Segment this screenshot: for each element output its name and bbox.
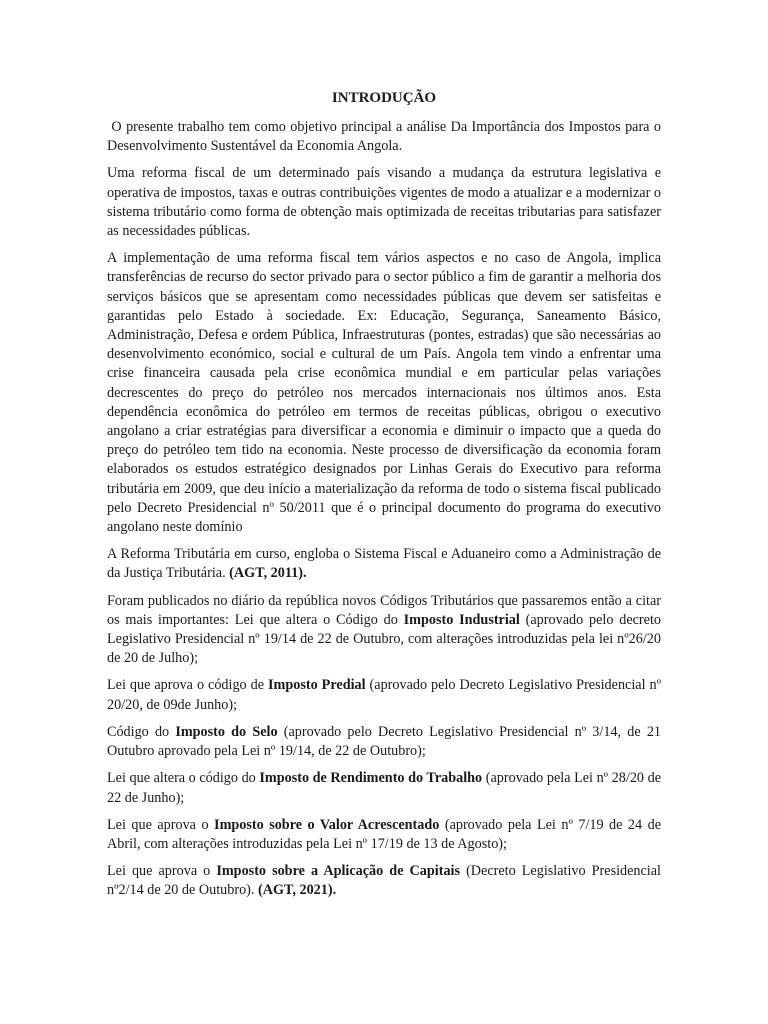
paragraph-text: Lei que aprova o código de <box>107 677 269 694</box>
paragraph-text: (aprovado pela Lei nº 7/19 de 24 de Abril, com alterações introduzidas pela Lei nº 17/19 de 13 de Agosto); <box>107 816 661 852</box>
paragraph-text: Foram publicados no diário da república novos Códigos Tributários que passaremos então a citar os mais importantes: Lei que altera o Código do <box>107 592 661 628</box>
paragraph-text: (Decreto Legislativo Presidencial nº2/14 de 20 de Outubro). <box>107 863 661 899</box>
bold-imposto-selo: Imposto do Selo <box>175 723 278 740</box>
paragraph-text: Lei que altera o código do <box>107 770 260 787</box>
bold-imposto-predial: Imposto Predial <box>268 677 366 694</box>
paragraph-tax-codes <box>107 592 661 669</box>
paragraph-text: A Reforma Tributária em curso, engloba o Sistema Fiscal e Aduaneiro como a Administração de da Justiça Tributária. <box>107 546 661 582</box>
bold-imposto-aplicacao-capitais: Imposto sobre a Aplicação de Capitais <box>216 863 461 880</box>
page-title: INTRODUÇÃO <box>331 90 437 106</box>
paragraph-text: (aprovado pela Lei nº 28/20 de 22 de Junho); <box>107 770 661 806</box>
bold-imposto-rendimento-trabalho: Imposto de Rendimento do Trabalho <box>259 770 483 787</box>
document-page <box>107 88 665 909</box>
bold-imposto-valor-acrescentado: Imposto sobre o Valor Acrescentado <box>214 816 440 833</box>
paragraph-text: Lei que aprova o <box>107 863 217 880</box>
paragraph-text: (aprovado pelo decreto Legislativo Presidencial nº 19/14 de 22 de Outubro, com alterações introduzidas pela lei nº26/20 de 20 de Julho); <box>107 611 661 667</box>
paragraph-iva <box>107 816 661 854</box>
bold-imposto-industrial: Imposto Industrial <box>403 611 520 628</box>
paragraph-tax-reform-scope <box>107 545 661 583</box>
paragraph-fiscal-reform: Uma reforma fiscal de um determinado país visando a mudança da estrutura legislativa e operativa de impostos, taxas e outras contribuições vigentes de modo a atualizar e a modernizar o sistema tributário como forma de obtenção mais optimizada de receitas tributarias para satisfazer as necessidades públicas. <box>107 165 661 240</box>
paragraph-imposto-selo <box>107 723 661 761</box>
paragraph-text: (aprovado pelo Decreto Legislativo Presidencial nº 3/14, de 21 Outubro aprovado pela Lei nº 19/14, de 22 de Outubro); <box>107 723 662 760</box>
paragraph-text: Código do <box>107 723 176 740</box>
citation-agt-2011: (AGT, 2011). <box>229 565 307 582</box>
paragraph-text: Lei que aprova o <box>107 816 215 833</box>
paragraph-implementation: A implementação de uma reforma fiscal tem vários aspectos e no caso de Angola, implica transferências de recurso do sector privado para o sector público a fim de garantir a melhoria dos serviços básicos que se apresentam como necessidades públicas que devem ser satisfeitas e garantidas pelo Estado à sociedade. Ex: Educação, Segurança, Saneamento Básico, Administração, Defesa e ordem Pública, Infraestruturas (pontes, estradas) que são necessárias ao desenvolvimento económico, social e cultural de um País. Angola tem vindo a enfrentar uma crise financeira causada pela crise econômica mundial e em particular pelas variações decrescentes do preço do petróleo nos mercados internacionais nos últimos anos. Esta dependência econômica do petróleo em termos de receitas públicas, obrigou o executivo angolano a criar estratégias para diversificar a economia e diminuir o impacto que a queda do preço do petróleo tem tido na economia. Neste processo de diversificação da economia foram elaborados os estudos estratégico designados por Linhas Gerais do Executivo para reforma tributária em 2009, que deu início a materialização da reforma de todo o sistema fiscal publicado pelo Decreto Presidencial nº 50/2011 que é o principal documento do programa do executivo angolano neste domínio <box>107 250 661 536</box>
paragraph-objective: O presente trabalho tem como objetivo principal a análise Da Importância dos Impostos para o Desenvolvimento Sustentável da Economia Angola. <box>107 119 665 155</box>
citation-agt-2021: (AGT, 2021). <box>257 882 337 899</box>
paragraph-imposto-predial <box>107 676 661 714</box>
paragraph-imposto-capitais <box>107 862 661 900</box>
paragraph-imposto-rendimento-trabalho <box>107 769 661 807</box>
paragraph-text: (aprovado pelo Decreto Legislativo Presidencial nº 20/20, de 09de Junho); <box>107 677 661 713</box>
